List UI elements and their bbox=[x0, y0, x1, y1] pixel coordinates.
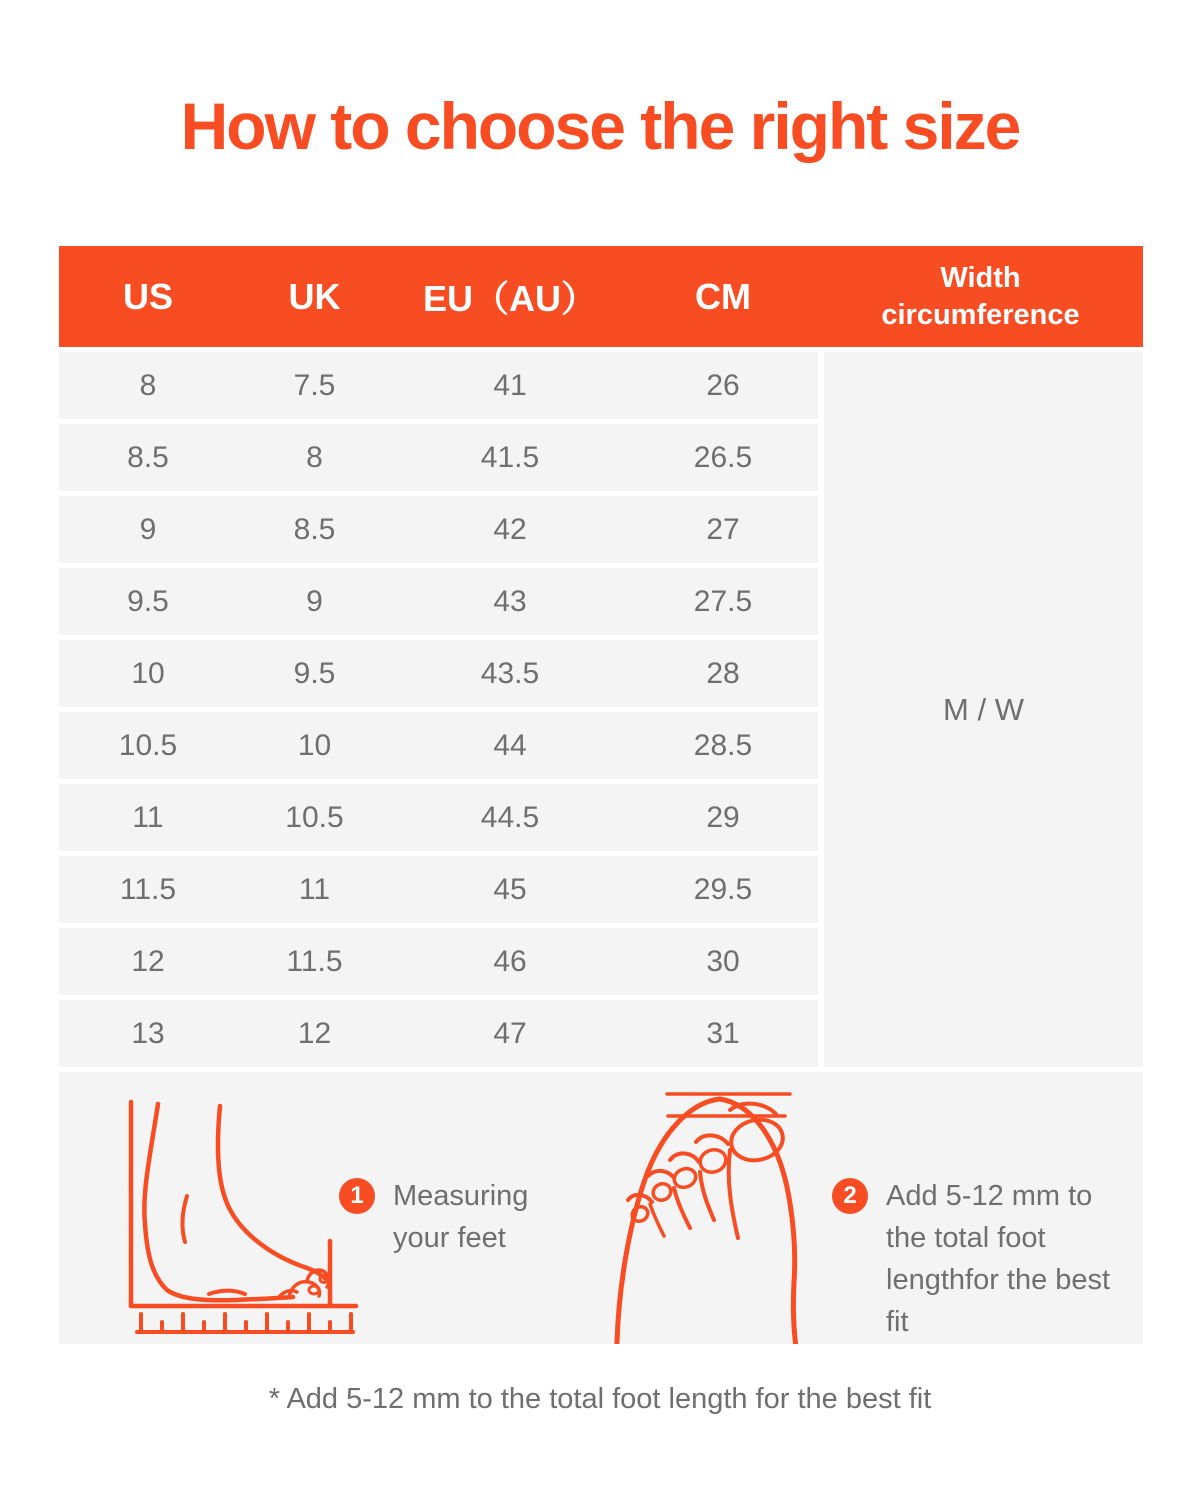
size-cell: 13 bbox=[59, 1000, 237, 1067]
size-cell: 10.5 bbox=[59, 712, 237, 779]
size-cell: 44.5 bbox=[392, 784, 628, 851]
size-cell: 10 bbox=[59, 640, 237, 707]
width-circumference-cell: M / W bbox=[818, 352, 1143, 1067]
measuring-instructions-panel bbox=[59, 1072, 1143, 1344]
size-cell: 9.5 bbox=[59, 568, 237, 635]
page-title: How to choose the right size bbox=[180, 89, 1020, 163]
size-cell: 8.5 bbox=[237, 496, 392, 563]
step-2-badge: 2 bbox=[832, 1178, 868, 1214]
size-cell: 44 bbox=[392, 712, 628, 779]
size-cell: 8.5 bbox=[59, 424, 237, 491]
size-cell: 41 bbox=[392, 352, 628, 419]
size-cell: 9 bbox=[59, 496, 237, 563]
size-cell: 29.5 bbox=[628, 856, 818, 923]
size-cell: 7.5 bbox=[237, 352, 392, 419]
col-header-cm: CM bbox=[628, 246, 818, 347]
col-header-width-circumference: Width circumference bbox=[818, 246, 1143, 347]
foot-top-measure-icon bbox=[604, 1080, 819, 1344]
size-cell: 9.5 bbox=[237, 640, 392, 707]
size-cell: 45 bbox=[392, 856, 628, 923]
step-1-label: Measuring your feet bbox=[393, 1180, 529, 1254]
size-cell: 26 bbox=[628, 352, 818, 419]
size-cell: 11.5 bbox=[237, 928, 392, 995]
size-cell: 11 bbox=[59, 784, 237, 851]
size-cell: 41.5 bbox=[392, 424, 628, 491]
step-2 bbox=[832, 1178, 1118, 1343]
step-2-label: Add 5-12 mm to the total foot lengthfor the best fit bbox=[886, 1180, 1111, 1338]
size-cell: 8 bbox=[237, 424, 392, 491]
foot-top-width-illustration bbox=[604, 1080, 819, 1344]
size-cell: 10 bbox=[237, 712, 392, 779]
step-1 bbox=[339, 1178, 563, 1259]
col-header-eu-au: EU（AU） bbox=[392, 246, 628, 347]
size-cell: 31 bbox=[628, 1000, 818, 1067]
size-cell: 42 bbox=[392, 496, 628, 563]
size-cell: 12 bbox=[59, 928, 237, 995]
size-cell: 28 bbox=[628, 640, 818, 707]
footnote: * Add 5-12 mm to the total foot length for the best fit bbox=[268, 1383, 932, 1415]
size-cell: 9 bbox=[237, 568, 392, 635]
size-cell: 11.5 bbox=[59, 856, 237, 923]
foot-side-ruler-illustration bbox=[121, 1096, 366, 1336]
size-cell: 43 bbox=[392, 568, 628, 635]
size-cell: 46 bbox=[392, 928, 628, 995]
size-cell: 8 bbox=[59, 352, 237, 419]
size-cell: 12 bbox=[237, 1000, 392, 1067]
col-header-us: US bbox=[59, 246, 237, 347]
size-cell: 29 bbox=[628, 784, 818, 851]
size-cell: 27.5 bbox=[628, 568, 818, 635]
size-cell: 27 bbox=[628, 496, 818, 563]
col-header-uk: UK bbox=[237, 246, 392, 347]
size-cell: 10.5 bbox=[237, 784, 392, 851]
size-cell: 43.5 bbox=[392, 640, 628, 707]
size-cell: 47 bbox=[392, 1000, 628, 1067]
step-1-badge: 1 bbox=[339, 1178, 375, 1214]
size-conversion-table bbox=[59, 246, 1143, 1067]
foot-side-measure-icon bbox=[121, 1096, 366, 1336]
size-cell: 11 bbox=[237, 856, 392, 923]
size-cell: 28.5 bbox=[628, 712, 818, 779]
size-cell: 26.5 bbox=[628, 424, 818, 491]
size-cell: 30 bbox=[628, 928, 818, 995]
